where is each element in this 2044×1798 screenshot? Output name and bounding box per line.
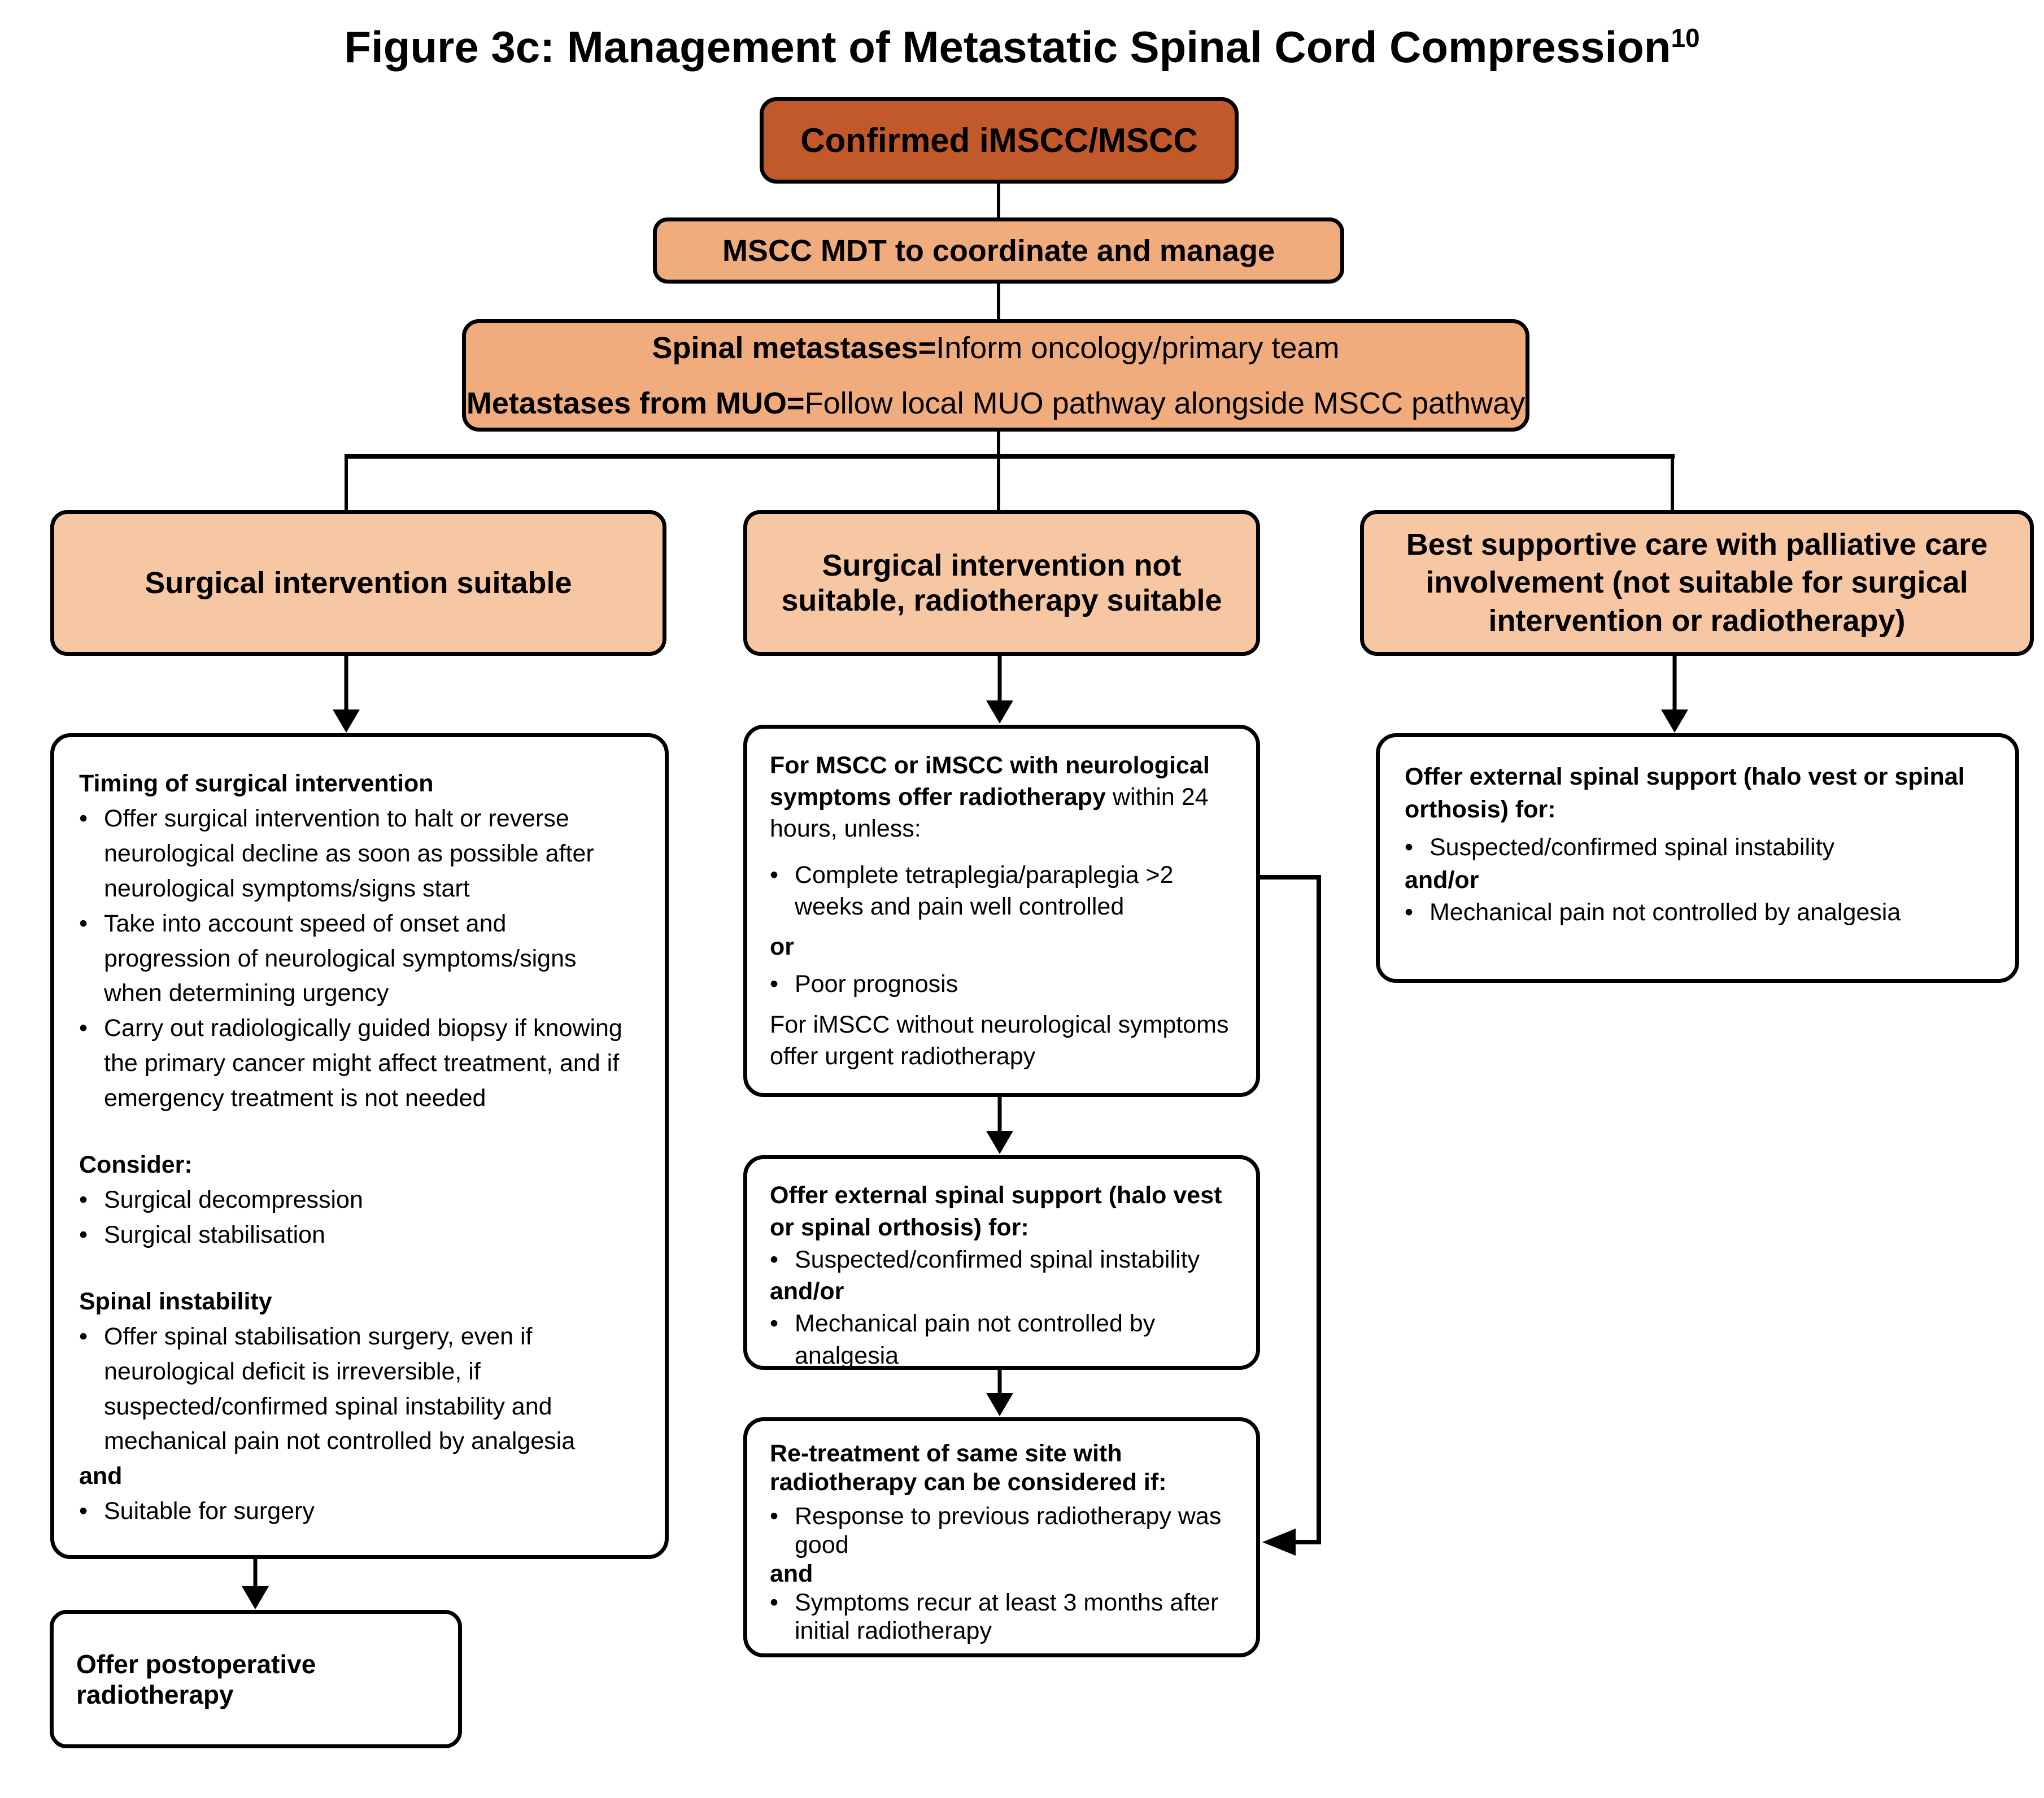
suitable-surgery-bullet: Suitable for surgery — [104, 1497, 315, 1525]
timing-heading: Timing of surgical intervention — [79, 770, 434, 797]
inform-line1-rest: Inform oncology/primary team — [936, 330, 1340, 365]
timing-bullet-3: Carry out radiologically guided biopsy if knowing the primary cancer might affect treatment, and if emergency treatment is not needed — [104, 1015, 622, 1112]
and-connector-label: and — [79, 1462, 123, 1490]
poor-prognosis-bullet: Poor prognosis — [795, 970, 958, 998]
radiotherapy-intro-rest: within 24 hours, unless: — [770, 783, 1209, 842]
postoperative-radiotherapy-label: Offer postoperative radiotherapy — [76, 1649, 316, 1709]
arrowhead-right-detail — [1661, 709, 1688, 733]
branch-header-surgery-suitable — [50, 510, 666, 656]
arrowhead-left-detail — [333, 709, 360, 733]
list-item — [1405, 831, 1990, 864]
node-inform-pathway — [462, 319, 1529, 432]
consider-bullet-1: Surgical decompression — [104, 1186, 363, 1213]
bullet-icon: • — [79, 1186, 88, 1213]
radiotherapy-intro — [770, 750, 1234, 845]
node-confirmed-label: Confirmed iMSCC/MSCC — [800, 121, 1198, 159]
consider-bullet-2: Surgical stabilisation — [104, 1221, 325, 1248]
branch-left-label: Surgical intervention suitable — [145, 566, 572, 600]
list-item — [79, 907, 640, 1012]
branch-mid-label: Surgical intervention not suitable, radiotherapy suitable — [781, 548, 1222, 617]
mid-instability-bullet: Suspected/confirmed spinal instability — [795, 1246, 1200, 1273]
bullet-icon: • — [1405, 899, 1414, 926]
instability-bullet: Offer spinal stabilisation surgery, even if neurological deficit is irreversible, if suspected/confirmed spinal instability and mechanical pain not controlled by analgesia — [104, 1322, 576, 1455]
right-instability-bullet: Suspected/confirmed spinal instability — [1430, 834, 1835, 861]
retreatment-response-bullet: Response to previous radiotherapy was good — [795, 1503, 1222, 1559]
branch-header-best-supportive-care — [1360, 510, 2034, 656]
bullet-icon: • — [770, 1503, 779, 1530]
surgical-timing-box — [50, 733, 669, 1559]
bullet-icon: • — [770, 1246, 779, 1273]
timing-bullet-2: Take into account speed of onset and progression of neurological symptoms/signs when determining urgency — [104, 909, 577, 1007]
arrowhead-left-outcome — [242, 1586, 269, 1609]
list-item — [79, 1011, 640, 1116]
node-confirmed-mscc — [760, 97, 1239, 184]
tetraplegia-bullet: Complete tetraplegia/paraplegia >2 weeks and pain well controlled — [795, 861, 1174, 920]
figure-title — [0, 21, 2044, 73]
right-spinal-support-box — [1376, 733, 2019, 983]
arrowhead-mid-detail — [986, 700, 1013, 724]
list-item — [770, 969, 1234, 1000]
bullet-icon: • — [79, 1015, 88, 1042]
list-item — [79, 1494, 640, 1529]
node-mscc-mdt — [653, 217, 1344, 284]
radiotherapy-intro-bold: For MSCC or iMSCC with neurological symptoms offer radiotherapy — [770, 752, 1210, 811]
imscc-footer: For iMSCC without neurological symptoms offer urgent radiotherapy — [770, 1011, 1229, 1070]
bullet-icon: • — [770, 861, 779, 889]
bullet-icon: • — [79, 909, 88, 937]
branch-right-label: Best supportive care with palliative care involvement (not suitable for surgical intervention or radiotherapy) — [1406, 527, 1988, 638]
bullet-icon: • — [770, 1588, 779, 1616]
inform-line2-bold: Metastases from MUO= — [466, 386, 805, 420]
bullet-icon: • — [770, 1310, 779, 1337]
bullet-icon: • — [770, 970, 779, 998]
bullet-icon: • — [79, 1322, 88, 1350]
mid-mechanical-pain-bullet: Mechanical pain not controlled by analgesia — [795, 1310, 1156, 1369]
list-item — [79, 1183, 640, 1218]
mid-andor-label: and/or — [770, 1278, 844, 1305]
list-item — [770, 1588, 1234, 1645]
inform-line-muo — [467, 386, 1525, 421]
inform-line1-bold: Spinal metastases= — [652, 330, 936, 365]
list-item — [79, 1218, 640, 1253]
or-connector-label: or — [770, 933, 794, 961]
mid-support-heading: Offer external spinal support (halo vest or spinal orthosis) for: — [770, 1182, 1222, 1241]
consider-heading: Consider: — [79, 1151, 193, 1179]
figure-title-superscript: 10 — [1671, 23, 1700, 53]
bullet-icon: • — [79, 1221, 88, 1248]
arrowhead-mid2 — [986, 1131, 1013, 1154]
radiotherapy-timing-box — [743, 725, 1260, 1097]
postoperative-radiotherapy-box — [50, 1610, 462, 1748]
arrowhead-mid3 — [986, 1393, 1013, 1416]
list-item — [1405, 896, 1990, 929]
retreatment-recur-bullet: Symptoms recur at least 3 months after initial radiotherapy — [795, 1588, 1219, 1645]
list-item — [79, 802, 640, 907]
inform-line-spinal — [652, 330, 1339, 365]
bullet-icon: • — [79, 804, 88, 832]
figure-title-text: Figure 3c: Management of Metastatic Spinal Cord Compression — [344, 22, 1671, 72]
list-item — [770, 1308, 1234, 1372]
list-item — [770, 1244, 1234, 1276]
node-mdt-label: MSCC MDT to coordinate and manage — [722, 233, 1275, 268]
right-mechanical-pain-bullet: Mechanical pain not controlled by analgesia — [1430, 899, 1901, 926]
inform-line2-rest: Follow local MUO pathway alongside MSCC pathway — [804, 386, 1526, 420]
bullet-icon: • — [79, 1497, 88, 1525]
list-item — [770, 860, 1234, 923]
retreatment-heading: Re-treatment of same site with radiotherapy can be considered if: — [770, 1440, 1167, 1496]
branch-header-radiotherapy-suitable — [743, 510, 1260, 656]
bullet-icon: • — [1405, 834, 1414, 861]
timing-bullet-1: Offer surgical intervention to halt or reverse neurological decline as soon as possible after neurological symptoms/signs start — [104, 804, 594, 902]
retreatment-and-label: and — [770, 1560, 813, 1587]
right-support-heading: Offer external spinal support (halo vest or spinal orthosis) for: — [1405, 763, 1965, 823]
list-item — [770, 1502, 1234, 1559]
arrowhead-retreat — [1262, 1529, 1296, 1556]
retreatment-box — [743, 1417, 1260, 1657]
connector-retreat-feedback — [1260, 877, 1319, 1542]
list-item — [79, 1320, 640, 1460]
right-andor-label: and/or — [1405, 866, 1479, 894]
spinal-instability-heading: Spinal instability — [79, 1287, 272, 1315]
mid-spinal-support-box — [743, 1155, 1260, 1370]
